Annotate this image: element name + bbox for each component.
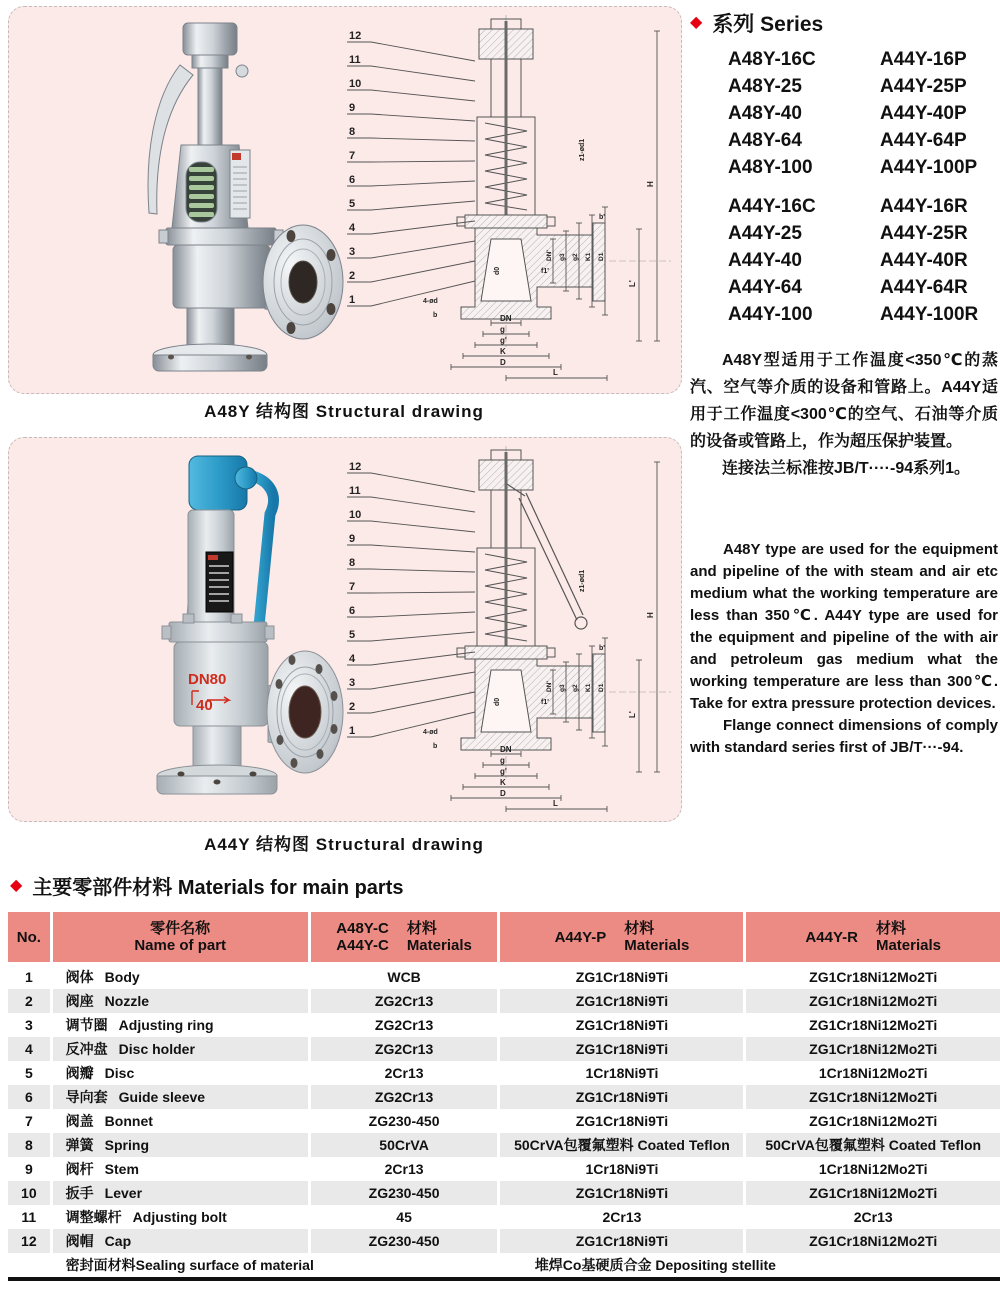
a44y-structural-drawing — [341, 442, 675, 818]
dim-label: K1 — [585, 252, 592, 261]
cell-no: 11 — [21, 1209, 37, 1225]
cell-part-name: 反冲盘 Disc holder — [51, 1037, 309, 1061]
intro-english — [690, 539, 998, 759]
cell-material-r: ZG1Cr18Ni12Mo2Ti — [745, 1037, 1000, 1061]
table-header-row — [8, 912, 1000, 964]
materials-table — [8, 912, 1000, 1281]
intro-chinese — [690, 347, 998, 482]
callout-number: 3 — [349, 677, 356, 689]
table-row — [8, 964, 1000, 990]
callout-number: 4 — [349, 653, 356, 665]
intro-zh-p1: A48Y型适用于工作温度<350℃的蒸汽、空气等介质的设备和管路上。A44Y适用于工作温度<300℃的空气、石油等介质的设备或管路上，作为超压保护装置。 — [690, 352, 998, 450]
series-item: A48Y-64 — [728, 130, 802, 151]
materials-heading — [10, 871, 404, 900]
dim-label: g3 — [559, 253, 566, 261]
series-item: A44Y-64P — [880, 130, 967, 151]
callout-number: 6 — [349, 174, 356, 186]
cell-part-name: 阀盖 Bonnet — [51, 1109, 309, 1133]
table-row — [8, 1109, 1000, 1133]
cell-part-name: 导向套 Guide sleeve — [51, 1085, 309, 1109]
cell-material-p: ZG1Cr18Ni9Ti — [499, 1181, 745, 1205]
dim-label: DN' — [546, 250, 553, 261]
cell-material-p: ZG1Cr18Ni9Ti — [499, 1229, 745, 1253]
series-item: A44Y-16C — [728, 196, 816, 217]
dim-label: D1 — [598, 252, 605, 261]
dim-label: DN — [500, 314, 512, 323]
cell-no: 4 — [8, 1037, 51, 1061]
cell-material-c: 50CrVA — [309, 1133, 499, 1157]
cell-part-name: 阀座 Nozzle — [51, 989, 309, 1013]
callout-number: 2 — [349, 701, 356, 713]
callout-number: 10 — [349, 509, 362, 521]
callout-number: 6 — [349, 605, 356, 617]
cell-no — [8, 1253, 51, 1279]
col-a44yr-material: A44Y-R 材料 Materials — [745, 912, 1000, 964]
lever-handle — [243, 474, 274, 636]
callout-number: 4 — [349, 222, 356, 234]
cell-material-p: ZG1Cr18Ni9Ti — [499, 964, 745, 990]
series-item: A44Y-25P — [880, 76, 967, 97]
series-list — [728, 46, 997, 328]
dim-label: DN' — [546, 681, 553, 692]
intro-zh-p2: 连接法兰标准按JB/T····-94系列1。 — [722, 460, 971, 477]
cell-material-c: ZG2Cr13 — [309, 1037, 499, 1061]
cell-material-r: ZG1Cr18Ni12Mo2Ti — [745, 989, 1000, 1013]
table-row — [8, 1037, 1000, 1061]
table-row — [8, 1133, 1000, 1157]
a48y-caption: A48Y 结构图 Structural drawing — [204, 402, 484, 421]
cell-part-name: 调节圈 Adjusting ring — [51, 1013, 309, 1037]
callout-number: 9 — [349, 102, 356, 114]
series-item: A44Y-25R — [880, 223, 968, 244]
intro-en-p2: Flange connect dimensions of comply with standard series first of JB/T···-94. — [690, 717, 998, 756]
dim-label: K1 — [585, 683, 592, 692]
cell-material-r: 2Cr13 — [745, 1205, 1000, 1229]
table-row — [8, 1205, 1000, 1229]
dim-label: L — [553, 799, 558, 808]
cell-part-name: 密封面材料Sealing surface of material — [51, 1253, 309, 1279]
table-row — [8, 1229, 1000, 1253]
cell-no: 2 — [8, 989, 51, 1013]
table-row — [8, 1157, 1000, 1181]
a48y-valve-shape — [148, 23, 343, 371]
series-item: A44Y-64 — [728, 277, 802, 298]
series-title: 系列 Series — [712, 13, 824, 36]
dim-label: L — [553, 368, 558, 377]
dn-mark: DN80 — [188, 671, 227, 688]
table-row — [8, 1013, 1000, 1037]
series-item: A48Y-25 — [728, 76, 802, 97]
series-item: A44Y-40P — [880, 103, 967, 124]
callout-number: 8 — [349, 126, 356, 138]
dim-label: K — [500, 778, 506, 787]
callout-number: 12 — [349, 461, 362, 473]
cell-material-p: ZG1Cr18Ni9Ti — [499, 1037, 745, 1061]
spec-plate — [206, 552, 233, 612]
cell-material-r: ZG1Cr18Ni12Mo2Ti — [745, 1181, 1000, 1205]
callout-number: 5 — [349, 629, 356, 641]
series-item: A44Y-25 — [728, 223, 802, 244]
dim-label: g2 — [572, 684, 579, 692]
callout-number: 5 — [349, 198, 356, 210]
cell-material-c: ZG230-450 — [309, 1229, 499, 1253]
series-item: A44Y-40 — [728, 250, 802, 271]
dim-label: L' — [628, 711, 637, 718]
cell-material-r: ZG1Cr18Ni12Mo2Ti — [745, 964, 1000, 990]
series-item: A44Y-16P — [880, 49, 967, 70]
cell-material-p: ZG1Cr18Ni9Ti — [499, 1109, 745, 1133]
series-item: A44Y-100 — [728, 304, 813, 325]
cell-material-p: ZG1Cr18Ni9Ti — [499, 989, 745, 1013]
table-row — [8, 1085, 1000, 1109]
cell-material-r: ZG1Cr18Ni12Mo2Ti — [745, 1013, 1000, 1037]
table-row — [8, 1061, 1000, 1085]
col-a48yc-material: A48Y-C A44Y-C 材料 Materials — [309, 912, 499, 964]
callout-number: 11 — [349, 485, 361, 497]
cell-material-p: 1Cr18Ni9Ti — [499, 1061, 745, 1085]
dim-label: b' — [599, 645, 605, 652]
drawing-lever — [507, 484, 587, 629]
cell-material-p: ZG1Cr18Ni9Ti — [499, 1013, 745, 1037]
a48y-structural-drawing — [341, 11, 675, 387]
cell-no: 1 — [24, 969, 33, 985]
series-section — [690, 8, 997, 328]
dim-label: b' — [599, 214, 605, 221]
cell-part-name: 扳手 Lever — [51, 1181, 309, 1205]
callout-number: 12 — [349, 30, 362, 42]
series-item: A48Y-40 — [728, 103, 802, 124]
callout-number: 8 — [349, 557, 356, 569]
callout-number: 7 — [349, 150, 356, 162]
dim-label: b — [433, 312, 438, 319]
dim-label: K — [500, 347, 506, 356]
a44y-panel — [8, 437, 682, 822]
callout-number: 2 — [349, 270, 356, 282]
cell-material-r: ZG1Cr18Ni12Mo2Ti — [745, 1109, 1000, 1133]
cell-material-c: ZG2Cr13 — [309, 1013, 499, 1037]
series-item: A44Y-40R — [880, 250, 968, 271]
dim-label: b — [433, 743, 438, 750]
dim-label: D — [500, 789, 506, 798]
cell-part-name: 阀杆 Stem — [51, 1157, 309, 1181]
cell-no: 7 — [24, 1113, 33, 1129]
diamond-bullet-icon: ◆ — [10, 876, 23, 894]
series-item: A44Y-100P — [880, 157, 978, 178]
dim-label: 4-ød — [423, 298, 438, 305]
dim-label: g3 — [559, 684, 566, 692]
cell-part-name: 阀瓣 Disc — [51, 1061, 309, 1085]
intro-en-p1: A48Y type are used for the equipment and pipeline of the with steam and air etc medium what the working temperature are less than 350℃. A44Y type are used for the equipment and pipeline of the with air and petroleum gas medium what the working temperature are less than 300℃. Take for extra pressure protection devices. — [690, 541, 998, 712]
pn-mark: 40 — [196, 697, 213, 714]
a44y-caption: A44Y 结构图 Structural drawing — [204, 835, 484, 854]
cell-material-p: ZG1Cr18Ni9Ti — [499, 1085, 745, 1109]
cell-material-c: ZG230-450 — [309, 1109, 499, 1133]
callout-number: 10 — [349, 78, 362, 90]
dim-label: D — [500, 358, 506, 367]
cell-no: 6 — [8, 1085, 51, 1109]
series-heading — [690, 8, 997, 38]
dim-label: f1' — [541, 699, 549, 706]
cell-material-c: ZG2Cr13 — [309, 1085, 499, 1109]
a48y-panel — [8, 6, 682, 394]
series-item: A44Y-100R — [880, 304, 979, 325]
col-name: 零件名称 Name of part — [51, 912, 309, 964]
cell-material-c: ZG230-450 — [309, 1181, 499, 1205]
cell-no: 8 — [8, 1133, 51, 1157]
cell-no: 5 — [24, 1065, 33, 1081]
dim-label: d0 — [494, 266, 501, 275]
series-item: A48Y-16C — [728, 49, 816, 70]
cell-no: 12 — [8, 1229, 51, 1253]
cell-sealing-material: 堆焊Co基硬质合金 Depositing stellite — [309, 1253, 1000, 1279]
cell-material-c: ZG2Cr13 — [309, 989, 499, 1013]
dim-label: d0 — [494, 697, 501, 706]
callout-number: 11 — [349, 54, 361, 66]
cell-material-c: 2Cr13 — [309, 1157, 499, 1181]
dim-label: g — [500, 756, 505, 765]
callout-number: 1 — [349, 725, 356, 737]
cell-material-r: 1Cr18Ni12Mo2Ti — [745, 1061, 1000, 1085]
callout-number: 1 — [349, 294, 356, 306]
a44y-valve-shape — [157, 456, 343, 794]
cell-no: 3 — [24, 1017, 33, 1033]
a44y-valve-photo — [95, 448, 347, 816]
cell-material-p: 50CrVA包覆氟塑料 Coated Teflon — [499, 1133, 745, 1157]
col-a44yp-material: A44Y-P 材料 Materials — [499, 912, 745, 964]
cell-material-p: 2Cr13 — [499, 1205, 745, 1229]
a48y-valve-photo — [95, 17, 347, 385]
dim-label: 4-ød — [423, 729, 438, 736]
dim-label: f1' — [541, 268, 549, 275]
table-row — [8, 1181, 1000, 1205]
dim-label: L' — [628, 280, 637, 287]
cell-part-name: 弹簧 Spring — [51, 1133, 309, 1157]
callout-number: 7 — [349, 581, 356, 593]
dim-label: z1-ød1 — [579, 569, 586, 592]
dim-label: g — [500, 325, 505, 334]
series-item: A48Y-100 — [728, 157, 813, 178]
sealing-surface-row — [8, 1253, 1000, 1279]
cell-material-r: 1Cr18Ni12Mo2Ti — [745, 1157, 1000, 1181]
cell-material-r: ZG1Cr18Ni12Mo2Ti — [745, 1085, 1000, 1109]
cell-material-c: 45 — [309, 1205, 499, 1229]
cell-no: 9 — [24, 1161, 33, 1177]
dim-label: H — [646, 612, 655, 618]
cell-no: 10 — [8, 1181, 51, 1205]
cell-material-c: WCB — [309, 964, 499, 990]
cell-part-name: 阀体 Body — [51, 964, 309, 990]
cell-material-p: 1Cr18Ni9Ti — [499, 1157, 745, 1181]
dim-label: g2 — [572, 253, 579, 261]
cell-material-c: 2Cr13 — [309, 1061, 499, 1085]
dim-label: g' — [500, 767, 507, 776]
dim-label: z1-ød1 — [579, 138, 586, 161]
cell-material-r: ZG1Cr18Ni12Mo2Ti — [745, 1229, 1000, 1253]
series-item: A44Y-16R — [880, 196, 968, 217]
cell-material-r: 50CrVA包覆氟塑料 Coated Teflon — [745, 1133, 1000, 1157]
diamond-bullet-icon: ◆ — [690, 14, 703, 31]
cell-part-name: 阀帽 Cap — [51, 1229, 309, 1253]
callout-number: 9 — [349, 533, 356, 545]
dim-label: D1 — [598, 683, 605, 692]
callout-number: 3 — [349, 246, 356, 258]
cell-part-name: 调整螺杆 Adjusting bolt — [51, 1205, 309, 1229]
series-item: A44Y-64R — [880, 277, 968, 298]
dim-label: g' — [500, 336, 507, 345]
table-row — [8, 989, 1000, 1013]
dim-label: H — [646, 181, 655, 187]
dim-label: DN — [500, 745, 512, 754]
col-no: No. — [8, 912, 51, 964]
materials-title: 主要零部件材料 Materials for main parts — [32, 877, 404, 899]
